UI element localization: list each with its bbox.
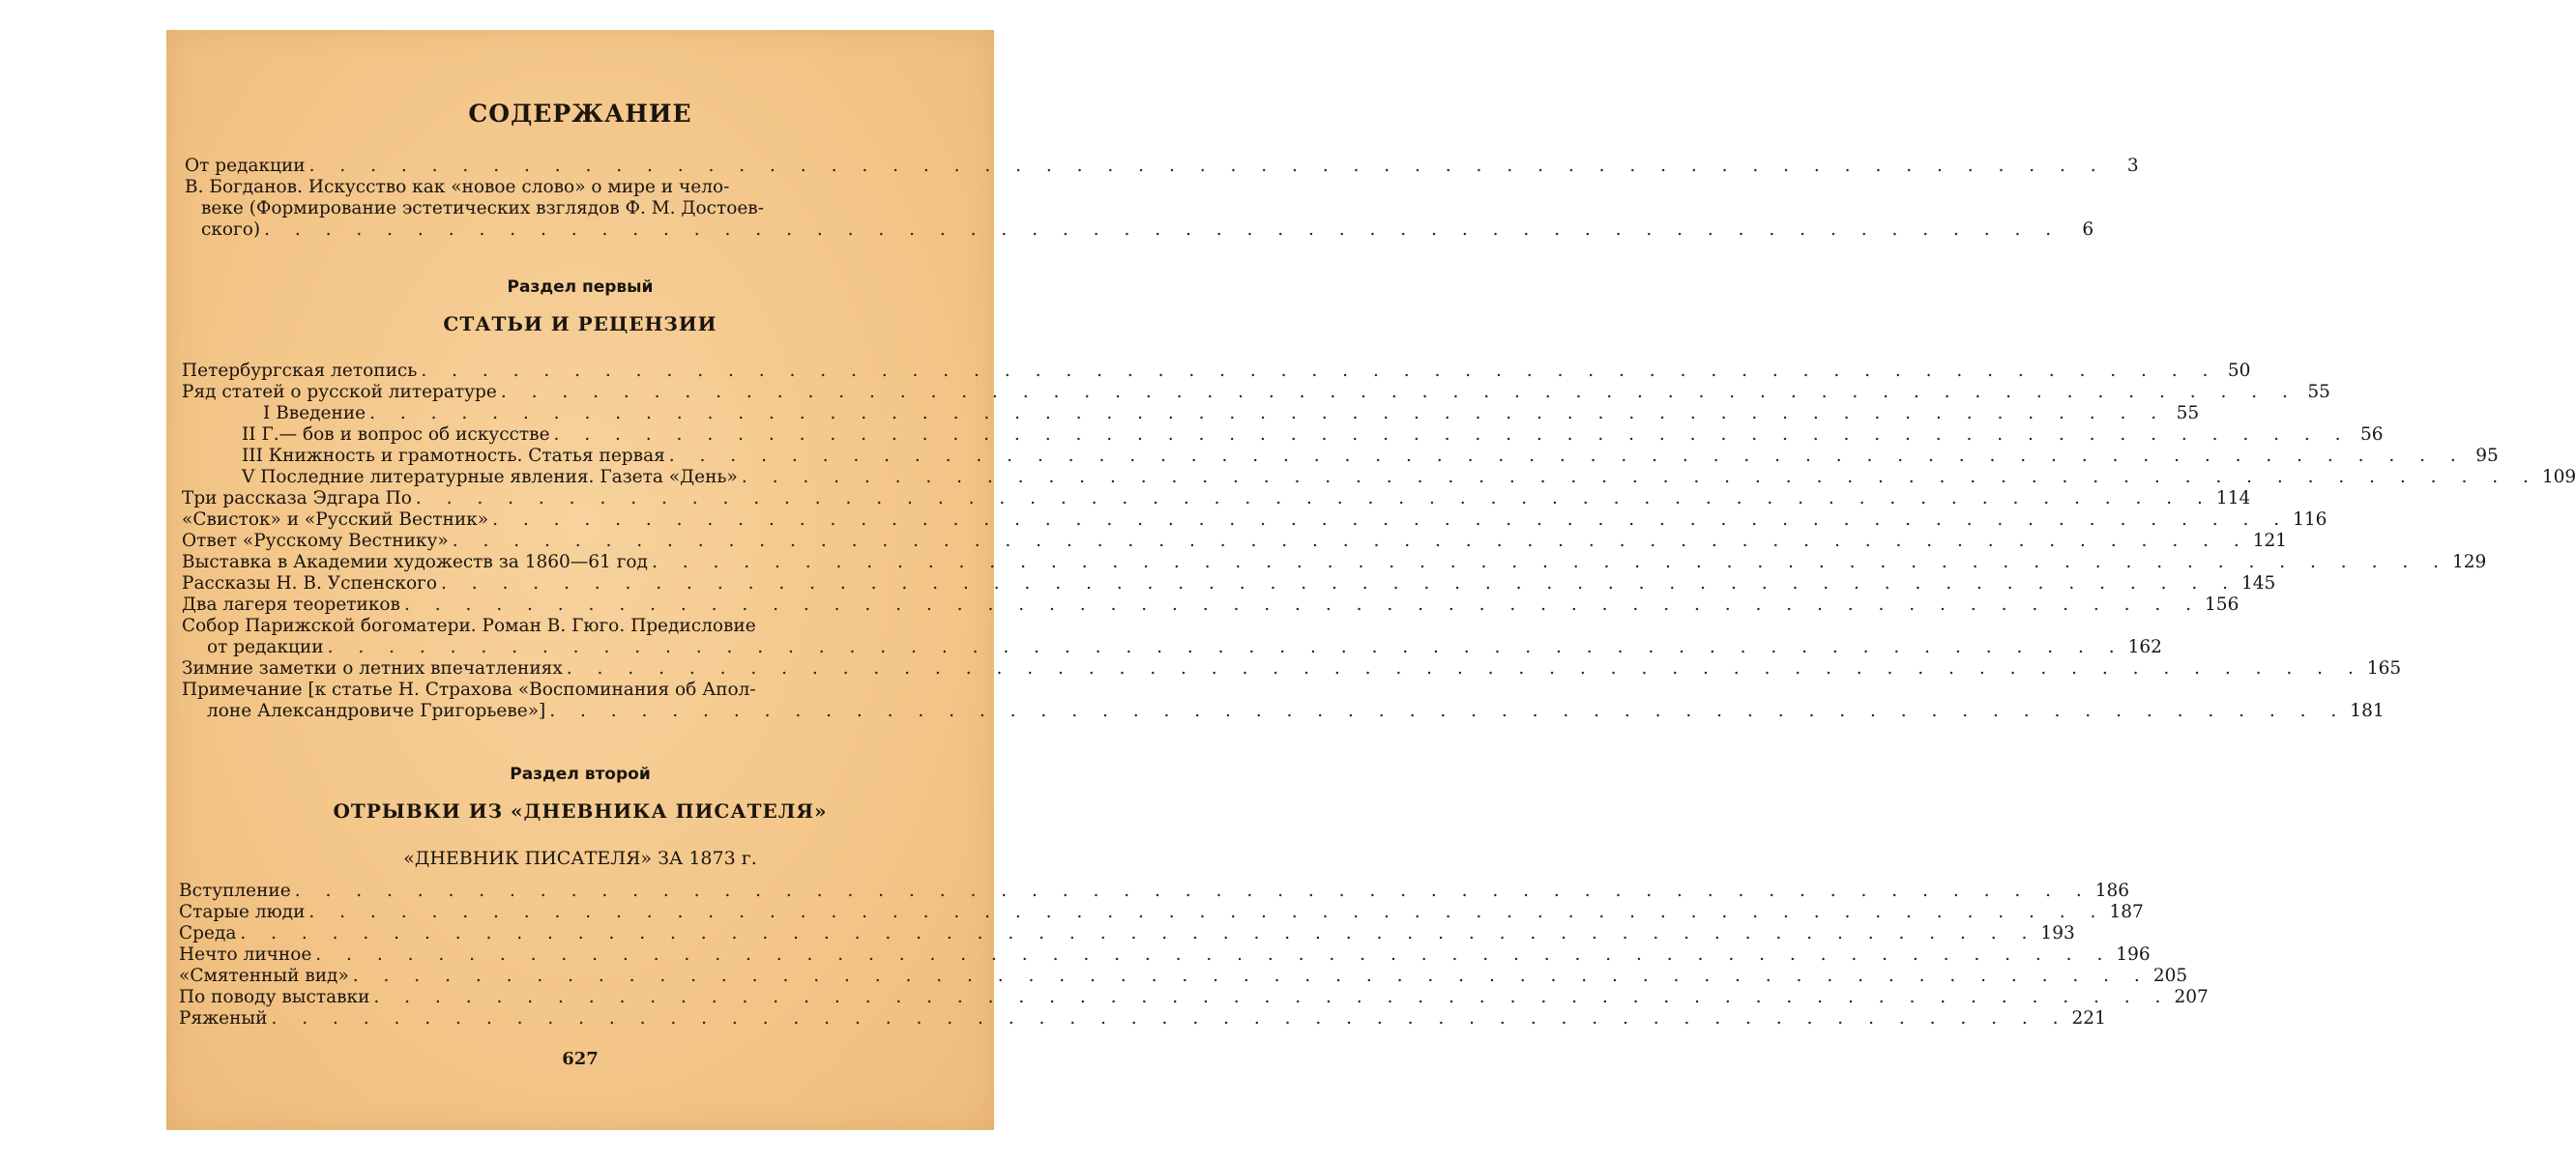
toc-entry-title: от редакции [207,637,324,657]
toc-entry-page: 129 [2451,552,2487,572]
toc-entry [182,552,2487,573]
toc-entry-page: 193 [2040,923,2075,943]
toc-entry-page: 181 [2350,701,2385,721]
section-label-first: Раздел первый [507,277,654,297]
toc-entry-title: Ряженый [179,1008,268,1029]
toc-entry-sobor-line1: Собор Парижской богоматери. Роман В. Гюго. Предисловие [182,616,756,636]
toc-entry [182,531,2288,552]
page-number: 627 [562,1049,599,1069]
toc-entry-editors [185,156,2139,177]
toc-entry-title: Рассказы Н. В. Успенского [182,573,437,594]
toc-entry-title: Зимние заметки о летних впечатлениях [182,658,563,679]
toc-entry [242,467,2576,488]
toc-entry-page: 109 [2541,467,2576,487]
toc-leader: . . . . . . . . . . . . . . . . . . . . . . . . . . . . . . . . . . . . . . . . . . . . . . . . . . . . . . . . . . . [264,219,2062,240]
toc-leader: . . . . . . . . . . . . . . . . . . . . . . . . . . . . . . . . . . . . . . . . . . . . . . . . . . . . . . . . . . . [421,361,2218,381]
toc-entry-page: 6 [2082,219,2094,240]
toc-entry-title: ского) [201,219,261,240]
toc-entry-page: 145 [2241,573,2276,594]
toc-leader: . . . . . . . . . . . . . . . . . . . . . . . . . . . . . . . . . . . . . . . . . . . . . . . . . . . . . . . . . . . [327,637,2124,657]
toc-entry [179,966,2188,987]
toc-leader: . . . . . . . . . . . . . . . . . . . . . . . . . . . . . . . . . . . . . . . . . . . . . . . . . . . . . . . . . . . [373,987,2171,1007]
toc-entry [179,987,2209,1008]
toc-entry [179,944,2151,966]
toc-leader: . . . . . . . . . . . . . . . . . . . . . . . . . . . . . . . . . . . . . . . . . . . . . . . . . . . . . . . . . . . [549,701,2347,721]
toc-leader: . . . . . . . . . . . . . . . . . . . . . . . . . . . . . . . . . . . . . . . . . . . . . . . . . . . . . . . . . . . [668,446,2466,466]
toc-entry-note-line1: Примечание [к статье Н. Страхова «Воспоминания об Апол- [182,680,756,700]
toc-entry-page: 114 [2215,488,2251,508]
toc-entry-bogdanov-line2: веке (Формирование эстетических взглядов Ф. М. Достоев- [201,198,764,218]
toc-entry-zimnie [182,658,2402,680]
toc-leader: . . . . . . . . . . . . . . . . . . . . . . . . . . . . . . . . . . . . . . . . . . . . . . . . . . . . . . . . . . . [566,658,2363,679]
toc-leader: . . . . . . . . . . . . . . . . . . . . . . . . . . . . . . . . . . . . . . . . . . . . . . . . . . . . . . . . . . . [492,509,2290,530]
toc-entry [263,403,2200,424]
section-title-first: СТАТЬИ И РЕЦЕНЗИИ [443,312,717,335]
toc-entry-page: 207 [2174,987,2209,1007]
toc-entry-title: Два лагеря теоретиков [182,594,400,615]
toc-entry-title: Нечто личное [179,944,312,965]
toc-leader: . . . . . . . . . . . . . . . . . . . . . . . . . . . . . . . . . . . . . . . . . . . . . . . . . . . . . . . . . . . [308,156,2106,176]
toc-entry-note-last [207,701,2385,722]
toc-entry-title: Петербургская летопись [182,361,418,381]
toc-entry-title: Вступление [179,881,291,901]
toc-leader: . . . . . . . . . . . . . . . . . . . . . . . . . . . . . . . . . . . . . . . . . . . . . . . . . . . . . . . . . . . [452,531,2249,551]
toc-leader: . . . . . . . . . . . . . . . . . . . . . . . . . . . . . . . . . . . . . . . . . . . . . . . . . . . . . . . . . . . [500,382,2298,402]
toc-entry-title: III Книжность и грамотность. Статья первая [242,446,665,466]
toc-entry [242,424,2384,446]
toc-entry-title: По поводу выставки [179,987,370,1007]
toc-entry-title: лоне Александровиче Григорьеве»] [207,701,546,721]
toc-entry-page: 156 [2205,594,2239,615]
toc-entry-title: I Введение [263,403,366,423]
toc-entry-title: II Г.— бов и вопрос об искусстве [242,424,550,445]
toc-entry-page: 95 [2475,446,2499,466]
section-subtitle-diary-1873: «ДНЕВНИК ПИСАТЕЛЯ» ЗА 1873 г. [403,848,757,869]
toc-entry-page: 55 [2307,382,2330,402]
toc-leader: . . . . . . . . . . . . . . . . . . . . . . . . . . . . . . . . . . . . . . . . . . . . . . . . . . . . . . . . . . . [403,594,2202,615]
toc-entry-title: Три рассказа Эдгара По [182,488,412,508]
toc-entry-title: «Свисток» и «Русский Вестник» [182,509,489,530]
toc-entry-sobor-last [207,637,2162,658]
toc-entry-title: Среда [179,923,237,943]
toc-entry-page: 50 [2227,361,2251,381]
toc-entry-title: V Последние литературные явления. Газета «День» [242,467,738,487]
toc-leader: . . . . . . . . . . . . . . . . . . . . . . . . . . . . . . . . . . . . . . . . . . . . . . . . . . . . . . . . . . . [440,573,2239,594]
toc-entry [182,361,2251,382]
toc-leader: . . . . . . . . . . . . . . . . . . . . . . . . . . . . . . . . . . . . . . . . . . . . . . . . . . . . . . . . . . . [415,488,2212,508]
section-label-second: Раздел второй [510,765,651,784]
toc-leader: . . . . . . . . . . . . . . . . . . . . . . . . . . . . . . . . . . . . . . . . . . . . . . . . . . . . . . . . . . . [294,881,2092,901]
toc-leader: . . . . . . . . . . . . . . . . . . . . . . . . . . . . . . . . . . . . . . . . . . . . . . . . . . . . . . . . . . . [271,1008,2068,1029]
toc-entry-page: 205 [2152,966,2188,986]
toc-entry-page: 162 [2127,637,2162,657]
toc-entry-title: От редакции [185,156,306,176]
toc-leader: . . . . . . . . . . . . . . . . . . . . . . . . . . . . . . . . . . . . . . . . . . . . . . . . . . . . . . . . . . . [369,403,2167,423]
toc-entry [182,573,2276,594]
toc-entry-page: 186 [2094,881,2130,901]
toc-entry [182,382,2330,403]
toc-entry-page: 121 [2252,531,2288,551]
toc-entry-page: 55 [2176,403,2200,423]
toc-leader: . . . . . . . . . . . . . . . . . . . . . . . . . . . . . . . . . . . . . . . . . . . . . . . . . . . . . . . . . . . [308,902,2106,922]
toc-entry [179,923,2075,944]
toc-entry-title: Ряд статей о русской литературе [182,382,497,402]
toc-leader: . . . . . . . . . . . . . . . . . . . . . . . . . . . . . . . . . . . . . . . . . . . . . . . . . . . . . . . . . . . [741,467,2538,487]
page-title: СОДЕРЖАНИЕ [468,100,692,128]
book-page [166,30,2576,1130]
toc-entry-page: 3 [2126,156,2139,176]
toc-entry-page: 56 [2360,424,2384,445]
toc-entry-page: 187 [2109,902,2144,922]
toc-entry-title: Ответ «Русскому Вестнику» [182,531,449,551]
toc-entry-title: Старые люди [179,902,306,922]
toc-leader: . . . . . . . . . . . . . . . . . . . . . . . . . . . . . . . . . . . . . . . . . . . . . . . . . . . . . . . . . . . [352,966,2150,986]
toc-entry [182,488,2251,509]
toc-entry [182,509,2327,531]
toc-entry-page: 196 [2116,944,2151,965]
toc-leader: . . . . . . . . . . . . . . . . . . . . . . . . . . . . . . . . . . . . . . . . . . . . . . . . . . . . . . . . . . . [553,424,2351,445]
toc-entry [179,902,2144,923]
toc-leader: . . . . . . . . . . . . . . . . . . . . . . . . . . . . . . . . . . . . . . . . . . . . . . . . . . . . . . . . . . . [240,923,2037,943]
toc-entry-bogdanov-line1: В. Богданов. Искусство как «новое слово» о мире и чело- [185,177,730,197]
toc-entry [242,446,2499,467]
toc-entry-page: 116 [2293,509,2327,530]
toc-leader: . . . . . . . . . . . . . . . . . . . . . . . . . . . . . . . . . . . . . . . . . . . . . . . . . . . . . . . . . . . [315,944,2113,965]
toc-entry-title: «Смятенный вид» [179,966,349,986]
toc-entry [179,1008,2106,1030]
toc-leader: . . . . . . . . . . . . . . . . . . . . . . . . . . . . . . . . . . . . . . . . . . . . . . . . . . . . . . . . . . . [651,552,2448,572]
toc-entry-bogdanov-last [201,219,2094,241]
toc-entry-page: 221 [2071,1008,2106,1029]
toc-entry-title: Выставка в Академии художеств за 1860—61 год [182,552,648,572]
section-title-second: ОТРЫВКИ ИЗ «ДНЕВНИКА ПИСАТЕЛЯ» [333,799,828,823]
toc-entry-page: 165 [2366,658,2402,679]
toc-entry [182,594,2239,616]
toc-entry [179,881,2130,902]
